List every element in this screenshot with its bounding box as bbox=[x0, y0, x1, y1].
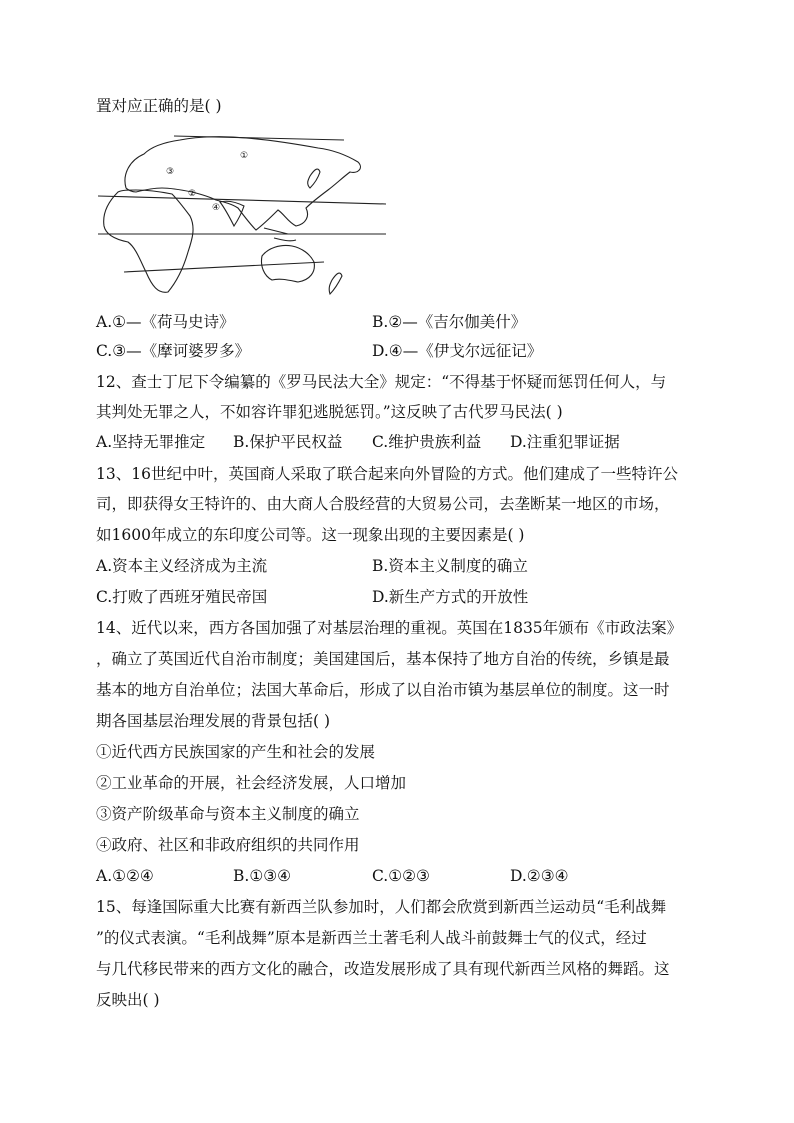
q14-line-3: 基本的地方自治单位；法国大革命后，形成了以自治市镇为基层单位的制度。这一时 bbox=[96, 681, 670, 699]
q13-line-2: 司，即获得女王特许的、由大商人合股经营的大贸易公司，去垄断某一地区的市场， bbox=[96, 495, 670, 513]
q14-line-1: 14、近代以来，西方各国加强了对基层治理的重视。英国在1835年颁布《市政法案》 bbox=[96, 619, 683, 637]
q15-line-3: 与几代移民带来的西方文化的融合，改造发展形成了具有现代新西兰风格的舞蹈。这 bbox=[96, 960, 670, 978]
q13-line-1: 13、16世纪中叶，英国商人采取了联合起来向外冒险的方式。他们建成了一些特许公 bbox=[96, 465, 678, 483]
q11-option-c: C.③—《摩诃婆罗多》 bbox=[96, 342, 251, 360]
q12-option-c: C.维护贵族利益 bbox=[372, 433, 482, 451]
q14-item-3: ③资产阶级革命与资本主义制度的确立 bbox=[96, 805, 360, 823]
q12-line-1: 12、查士丁尼下令编纂的《罗马民法大全》规定：“不得基于怀疑而惩罚任何人，与 bbox=[96, 373, 667, 391]
q14-option-c: C.①②③ bbox=[372, 867, 430, 885]
q13-option-a: A.资本主义经济成为主流 bbox=[96, 557, 268, 575]
q11-option-a: A.①—《荷马史诗》 bbox=[96, 313, 235, 331]
q14-option-d: D.②③④ bbox=[510, 867, 569, 885]
q13-option-d: D.新生产方式的开放性 bbox=[372, 588, 529, 606]
q13-line-3: 如1600年成立的东印度公司等。这一现象出现的主要因素是( ) bbox=[96, 526, 525, 544]
map-label-4: ④ bbox=[212, 203, 221, 213]
q15-line-2: ”的仪式表演。“毛利战舞”原本是新西兰土著毛利人战斗前鼓舞士气的仪式，经过 bbox=[96, 929, 647, 947]
q12-option-b: B.保护平民权益 bbox=[233, 433, 343, 451]
q12-option-a: A.坚持无罪推定 bbox=[96, 433, 206, 451]
q11-stem: 置对应正确的是( ) bbox=[96, 97, 222, 115]
q11-option-b: B.②—《吉尔伽美什》 bbox=[372, 313, 527, 331]
q13-option-c: C.打败了西班牙殖民帝国 bbox=[96, 588, 268, 606]
map-label-2: ② bbox=[188, 189, 197, 199]
q14-option-a: A.①②④ bbox=[96, 867, 154, 885]
map-label-1: ① bbox=[240, 151, 249, 161]
q14-item-1: ①近代西方民族国家的产生和社会的发展 bbox=[96, 743, 376, 761]
q12-line-2: 其判处无罪之人，不如容许罪犯逃脱惩罚。”这反映了古代罗马民法( ) bbox=[96, 403, 563, 421]
q12-option-d: D.注重犯罪证据 bbox=[510, 433, 620, 451]
q14-item-4: ④政府、社区和非政府组织的共同作用 bbox=[96, 836, 360, 854]
q14-option-b: B.①③④ bbox=[233, 867, 292, 885]
map-label-3: ③ bbox=[166, 167, 175, 177]
q14-line-4: 期各国基层治理发展的背景包括( ) bbox=[96, 712, 331, 730]
q13-option-b: B.资本主义制度的确立 bbox=[372, 557, 528, 575]
q14-item-2: ②工业革命的开展，社会经济发展，人口增加 bbox=[96, 774, 407, 792]
q14-line-2: ，确立了英国近代自治市制度；美国建国后，基本保持了地方自治的传统，乡镇是最 bbox=[96, 650, 670, 668]
world-map bbox=[96, 130, 388, 298]
q11-option-d: D.④—《伊戈尔远征记》 bbox=[372, 342, 543, 360]
q15-line-1: 15、每逢国际重大比赛有新西兰队参加时，人们都会欣赏到新西兰运动员“毛利战舞 bbox=[96, 898, 667, 916]
q15-line-4: 反映出( ) bbox=[96, 991, 160, 1009]
